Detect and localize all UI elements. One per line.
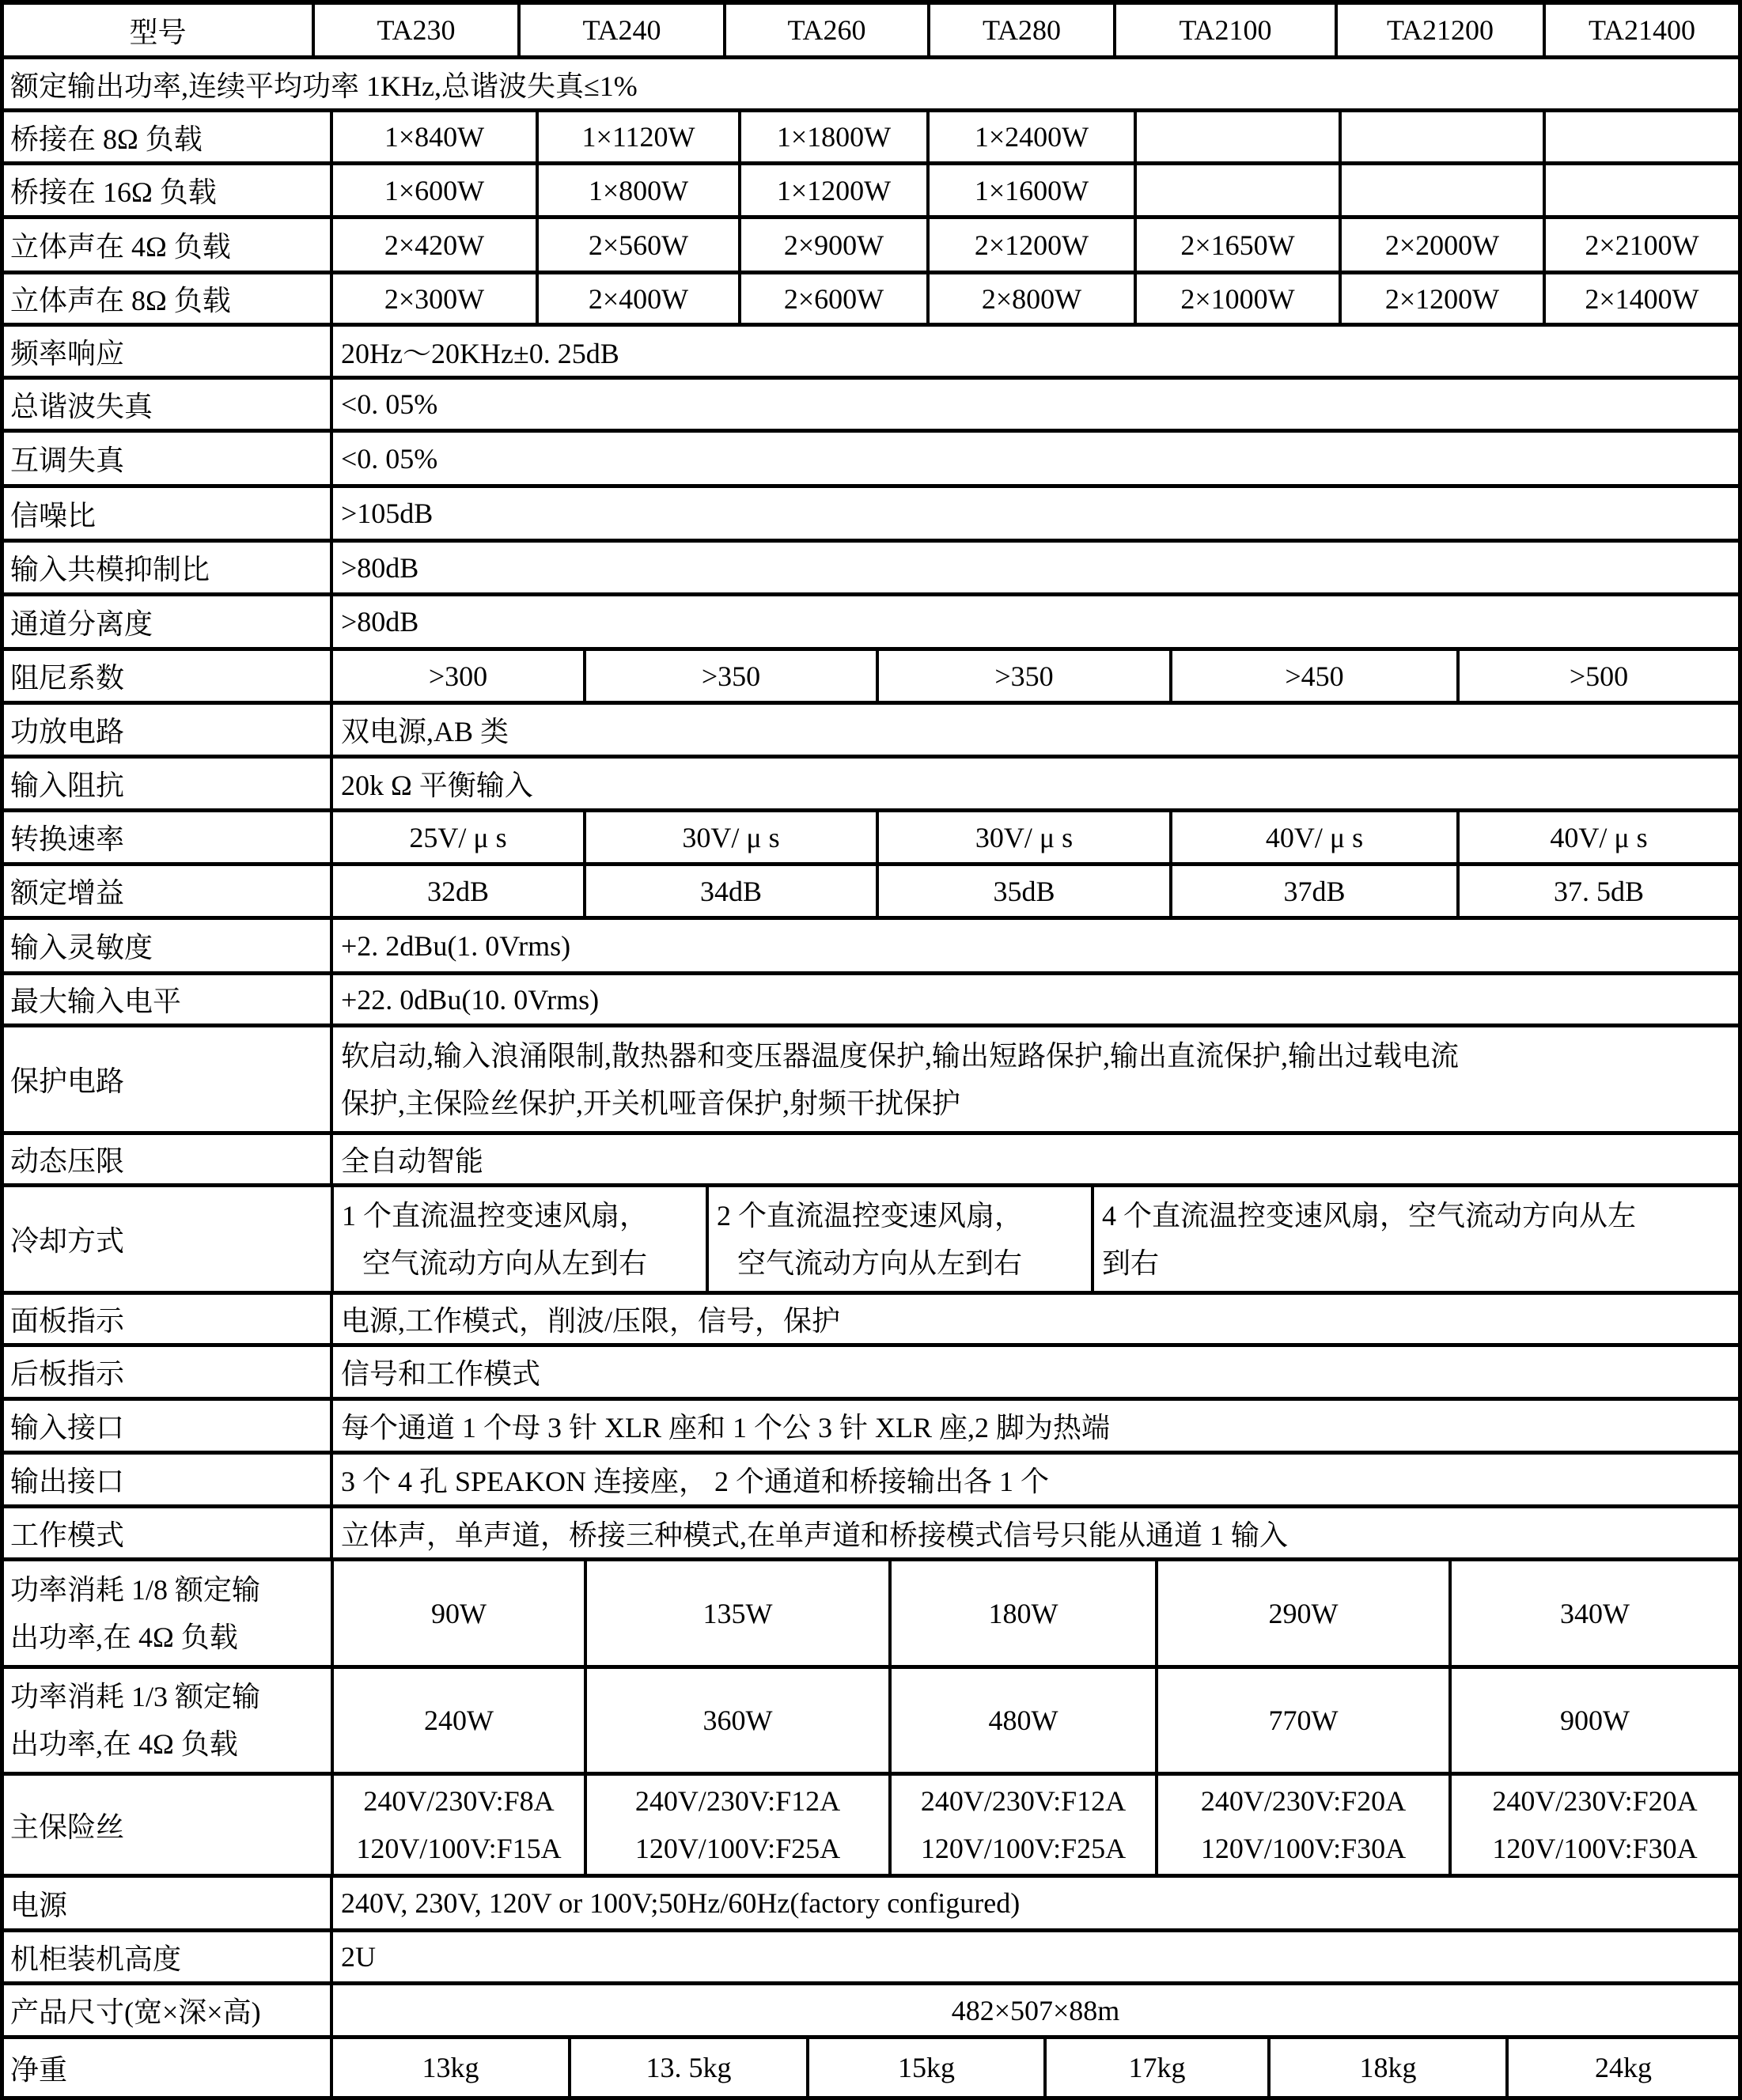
value-cell: 40V/ μ s	[1456, 812, 1738, 862]
value-cell: 双电源,AB 类	[330, 705, 1738, 755]
value-cell: 3 个 4 孔 SPEAKON 连接座， 2 个通道和桥接输出各 1 个	[330, 1455, 1738, 1504]
value-cell: >80dB	[330, 543, 1738, 592]
row-thd	[4, 380, 1738, 433]
row-label: 桥接在 16Ω 负载	[10, 176, 217, 208]
value-cell: 240W	[331, 1669, 584, 1772]
row-label: 面板指示	[10, 1305, 125, 1337]
value-cell	[1449, 1776, 1738, 1874]
value-cell: 2×420W	[330, 219, 536, 271]
row-label: 桥接在 8Ω 负载	[10, 123, 203, 155]
value-cell: 1×2400W	[926, 112, 1134, 161]
value-cell: 37dB	[1169, 866, 1456, 916]
value-cell	[330, 1027, 1738, 1131]
row-slew-rate	[4, 812, 1738, 866]
row-amp-circuit	[4, 705, 1738, 759]
value-cell: 2×560W	[536, 219, 738, 271]
value-cell	[584, 1776, 888, 1874]
value-cell: 全自动智能	[330, 1135, 1738, 1183]
row-input-impedance	[4, 759, 1738, 812]
value-cell: 34dB	[583, 866, 876, 916]
value-cell: 1×1600W	[926, 165, 1134, 215]
value-cell: 立体声，单声道，桥接三种模式,在单声道和桥接模式信号只能从通道 1 输入	[330, 1508, 1738, 1557]
row-label: 最大输入电平	[10, 986, 182, 1017]
protection-line1: 软启动,输入浪涌限制,散热器和变压器温度保护,输出短路保护,输出直流保护,输出过载电流	[341, 1039, 1460, 1072]
value-cell: >300	[330, 651, 583, 701]
row-bridge-8ohm	[4, 112, 1738, 165]
value-cell: >350	[583, 651, 876, 701]
row-damping-factor	[4, 651, 1738, 705]
value-cell: 180W	[888, 1561, 1155, 1665]
value-cell	[1091, 1187, 1738, 1291]
value-cell	[331, 1187, 706, 1291]
value-cell: 2×300W	[330, 274, 536, 323]
row-label: 频率响应	[10, 337, 125, 369]
row-label: 总谐波失真	[10, 390, 153, 422]
row-label: 额定增益	[10, 877, 125, 909]
model-ta260: TA260	[723, 5, 927, 55]
fuse-line1: 240V/230V:F8A	[363, 1785, 555, 1817]
fuse-line1: 240V/230V:F12A	[920, 1785, 1127, 1817]
row-label: 互调失真	[10, 445, 125, 476]
row-label	[4, 1561, 331, 1665]
row-power-consumption-18	[4, 1561, 1738, 1669]
fuse-line2: 120V/100V:F25A	[634, 1833, 841, 1864]
value-cell	[1155, 1776, 1449, 1874]
value-cell: 13kg	[330, 2039, 568, 2096]
value-cell: 135W	[584, 1561, 888, 1665]
row-rated-gain	[4, 866, 1738, 920]
value-cell: 15kg	[806, 2039, 1043, 2096]
row-freq-response	[4, 327, 1738, 380]
model-ta21200: TA21200	[1335, 5, 1543, 55]
row-net-weight	[4, 2039, 1738, 2096]
label-line1: 功率消耗 1/8 额定输	[10, 1573, 261, 1606]
model-label: 型号	[129, 16, 187, 48]
value-cell: 1×840W	[330, 112, 536, 161]
value-cell: 90W	[331, 1561, 584, 1665]
row-rear-panel	[4, 1347, 1738, 1401]
value-cell: 2×600W	[738, 274, 926, 323]
value-cell	[1543, 112, 1738, 161]
value-cell: 2×1000W	[1134, 274, 1339, 323]
value-cell: 1×1200W	[738, 165, 926, 215]
row-label: 输入接口	[10, 1412, 125, 1444]
fuse-line1: 240V/230V:F12A	[634, 1785, 841, 1817]
value-cell: 24kg	[1505, 2039, 1738, 2096]
row-main-fuse	[4, 1776, 1738, 1878]
row-imd	[4, 433, 1738, 488]
row-dimensions	[4, 1985, 1738, 2039]
row-front-panel	[4, 1295, 1738, 1347]
row-snr	[4, 488, 1738, 543]
value-cell: 2×1400W	[1543, 274, 1738, 323]
value-cell: 1×600W	[330, 165, 536, 215]
value-cell: 每个通道 1 个母 3 针 XLR 座和 1 个公 3 针 XLR 座,2 脚为热端	[330, 1401, 1738, 1451]
value-cell: +22. 0dBu(10. 0Vrms)	[330, 975, 1738, 1024]
row-label: 工作模式	[10, 1519, 125, 1551]
value-cell: 290W	[1155, 1561, 1449, 1665]
row-label: 功放电路	[10, 716, 125, 747]
model-ta2100: TA2100	[1113, 5, 1335, 55]
value-cell: <0. 05%	[330, 433, 1738, 484]
fuse-line2: 120V/100V:F25A	[920, 1833, 1127, 1864]
value-cell: 2×900W	[738, 219, 926, 271]
row-label: 输出接口	[10, 1466, 125, 1497]
value-cell: 2×800W	[926, 274, 1134, 323]
value-cell	[888, 1776, 1155, 1874]
row-dynamic-limiter	[4, 1135, 1738, 1187]
rated-power-note: 额定输出功率,连续平均功率 1KHz,总谐波失真≤1%	[10, 70, 638, 102]
value-cell	[706, 1187, 1091, 1291]
label-line2: 出功率,在 4Ω 负载	[10, 1728, 238, 1760]
value-cell: 37. 5dB	[1456, 866, 1738, 916]
value-cell: 360W	[584, 1669, 888, 1772]
row-label: 输入共模抑制比	[10, 554, 210, 585]
value-cell: >350	[876, 651, 1169, 701]
row-mains-power	[4, 1878, 1738, 1932]
value-cell: 2×2000W	[1339, 219, 1543, 271]
row-label: 立体声在 4Ω 负载	[10, 231, 231, 263]
value-cell: 240V, 230V, 120V or 100V;50Hz/60Hz(factory configured)	[330, 1878, 1738, 1928]
row-stereo-4ohm	[4, 219, 1738, 274]
row-max-input-level	[4, 975, 1738, 1027]
row-cooling	[4, 1187, 1738, 1295]
value-cell	[1339, 165, 1543, 215]
value-cell: >80dB	[330, 596, 1738, 647]
row-power-consumption-13	[4, 1669, 1738, 1776]
value-cell: 1×1120W	[536, 112, 738, 161]
value-cell: 20k Ω 平衡输入	[330, 759, 1738, 808]
value-cell: 900W	[1449, 1669, 1738, 1772]
row-input-sensitivity	[4, 920, 1738, 975]
value-cell: >500	[1456, 651, 1738, 701]
fuse-line2: 120V/100V:F30A	[1200, 1833, 1407, 1864]
model-ta280: TA280	[927, 5, 1113, 55]
value-cell: 1×800W	[536, 165, 738, 215]
value-cell	[1339, 112, 1543, 161]
row-output-connectors	[4, 1455, 1738, 1508]
cooling-col2-line1: 2 个直流温控变速风扇，	[717, 1199, 1024, 1232]
value-cell: 2U	[330, 1932, 1738, 1981]
value-cell: 35dB	[876, 866, 1169, 916]
row-rack-height	[4, 1932, 1738, 1985]
row-label: 输入阻抗	[10, 770, 125, 801]
value-cell	[1543, 165, 1738, 215]
label-line1: 功率消耗 1/3 额定输	[10, 1681, 261, 1712]
row-model	[4, 5, 1738, 59]
row-label: 输入灵敏度	[10, 932, 153, 963]
cooling-col3-line2: 到右	[1102, 1247, 1160, 1279]
value-cell: 30V/ μ s	[583, 812, 876, 862]
row-label	[4, 1669, 331, 1772]
row-label: 阻尼系数	[10, 662, 125, 694]
row-protection	[4, 1027, 1738, 1135]
cooling-col2-line2: 空气流动方向从左到右	[737, 1247, 1023, 1279]
value-cell: +2. 2dBu(1. 0Vrms)	[330, 920, 1738, 971]
value-cell: 18kg	[1267, 2039, 1505, 2096]
value-cell: 30V/ μ s	[876, 812, 1169, 862]
row-label: 主保险丝	[10, 1811, 125, 1843]
row-label: 机柜装机高度	[10, 1943, 182, 1975]
model-ta21400: TA21400	[1543, 5, 1738, 55]
value-cell: 25V/ μ s	[330, 812, 583, 862]
value-cell: 482×507×88m	[330, 1985, 1738, 2035]
value-cell: 2×1200W	[926, 219, 1134, 271]
row-work-modes	[4, 1508, 1738, 1561]
cooling-col3-line1: 4 个直流温控变速风扇，空气流动方向从左	[1102, 1199, 1637, 1232]
row-label: 动态压限	[10, 1145, 125, 1177]
value-cell: 40V/ μ s	[1169, 812, 1456, 862]
row-label: 产品尺寸(宽×深×高)	[10, 1996, 261, 2028]
row-label: 信噪比	[10, 499, 97, 532]
protection-line2: 保护,主保险丝保护,开关机哑音保护,射频干扰保护	[341, 1087, 961, 1119]
value-cell: >450	[1169, 651, 1456, 701]
row-input-connectors	[4, 1401, 1738, 1455]
row-label: 后板指示	[10, 1358, 125, 1390]
row-label: 转换速率	[10, 823, 125, 855]
row-bridge-16ohm	[4, 165, 1738, 219]
row-label: 净重	[10, 2053, 68, 2086]
value-cell: <0. 05%	[330, 380, 1738, 429]
value-cell: 电源,工作模式，削波/压限，信号，保护	[330, 1295, 1738, 1343]
row-label: 冷却方式	[10, 1225, 125, 1257]
cooling-col1-line2: 空气流动方向从左到右	[362, 1247, 648, 1279]
value-cell: 20Hz～20KHz±0. 25dB	[330, 327, 1738, 376]
value-cell: 2×1650W	[1134, 219, 1339, 271]
row-label: 通道分离度	[10, 607, 153, 640]
fuse-line2: 120V/100V:F15A	[356, 1833, 562, 1864]
row-channel-separation	[4, 596, 1738, 651]
value-cell: 17kg	[1043, 2039, 1267, 2096]
value-cell: 480W	[888, 1669, 1155, 1772]
row-label: 保护电路	[10, 1065, 125, 1097]
row-rated-power-note	[4, 59, 1738, 112]
row-label: 立体声在 8Ω 负载	[10, 285, 231, 316]
row-stereo-8ohm	[4, 274, 1738, 327]
fuse-line1: 240V/230V:F20A	[1492, 1785, 1698, 1817]
value-cell: 770W	[1155, 1669, 1449, 1772]
value-cell: 信号和工作模式	[330, 1347, 1738, 1397]
value-cell: >105dB	[330, 488, 1738, 539]
value-cell: 2×1200W	[1339, 274, 1543, 323]
value-cell: 1×1800W	[738, 112, 926, 161]
cooling-col1-line1: 1 个直流温控变速风扇，	[342, 1199, 649, 1232]
value-cell: 2×400W	[536, 274, 738, 323]
value-cell: 32dB	[330, 866, 583, 916]
value-cell	[1134, 165, 1339, 215]
model-ta240: TA240	[517, 5, 723, 55]
model-ta230: TA230	[312, 5, 517, 55]
value-cell: 340W	[1449, 1561, 1738, 1665]
value-cell: 13. 5kg	[568, 2039, 806, 2096]
value-cell	[331, 1776, 584, 1874]
row-cmrr	[4, 543, 1738, 596]
value-cell: 2×2100W	[1543, 219, 1738, 271]
fuse-line2: 120V/100V:F30A	[1492, 1833, 1698, 1864]
label-line2: 出功率,在 4Ω 负载	[10, 1621, 238, 1653]
value-cell	[1134, 112, 1339, 161]
fuse-line1: 240V/230V:F20A	[1200, 1785, 1407, 1817]
row-label: 电源	[10, 1889, 68, 1921]
